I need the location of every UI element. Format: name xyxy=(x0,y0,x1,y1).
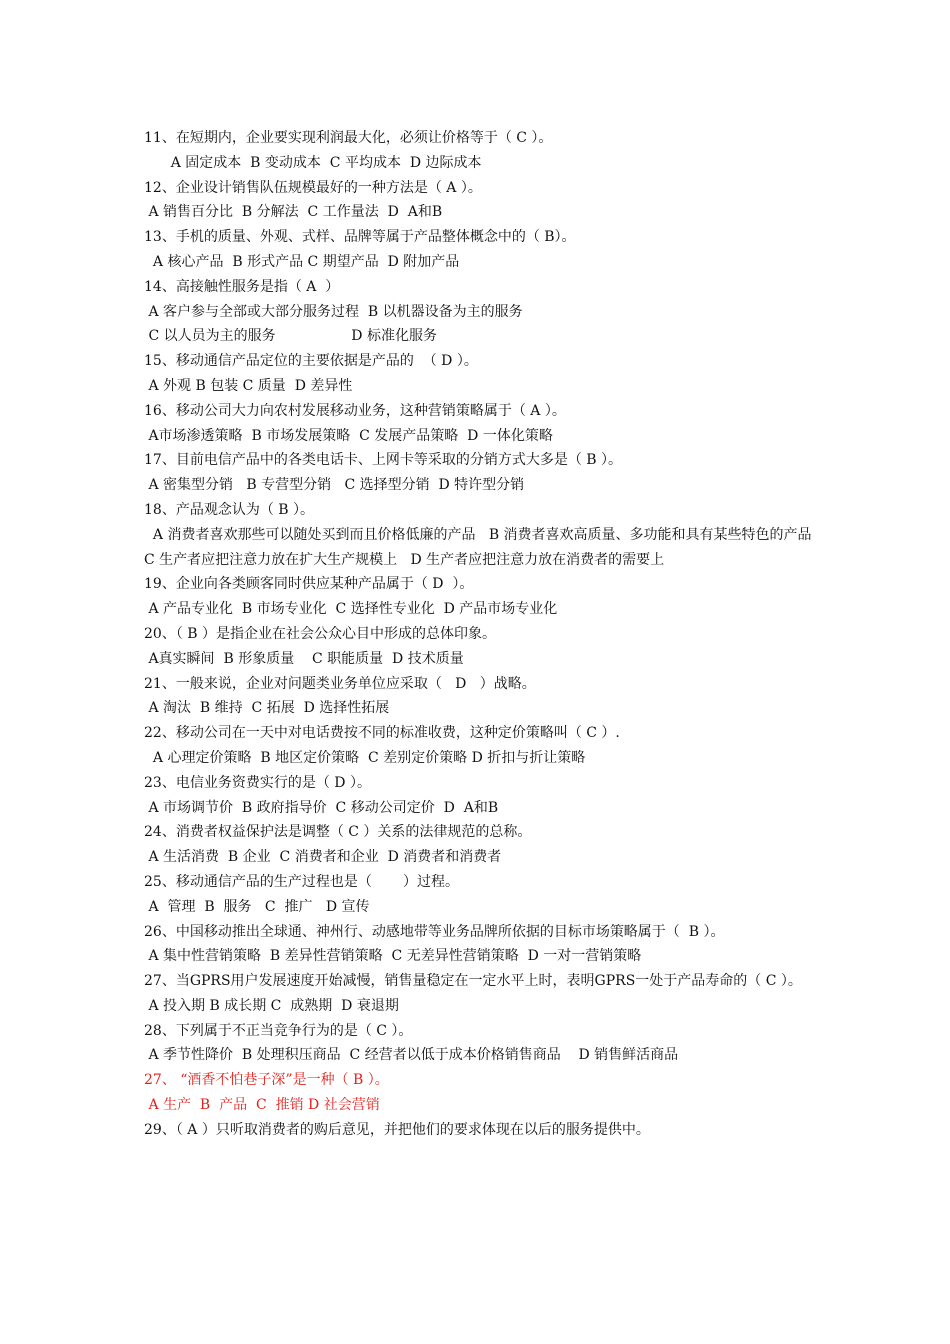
q25-stem: 25、移动通信产品的生产过程也是（ ）过程。 xyxy=(144,873,459,890)
q21-options: A 淘汰 B 维持 C 拓展 D 选择性拓展 xyxy=(144,700,390,717)
q23-options: A 市场调节价 B 政府指导价 C 移动公司定价 D A和B xyxy=(144,799,499,816)
q23-stem: 23、电信业务资费实行的是（ D ）。 xyxy=(144,774,371,791)
q24-options: A 生活消费 B 企业 C 消费者和企业 D 消费者和消费者 xyxy=(144,849,502,866)
q24-stem: 24、消费者权益保护法是调整（ C ）关系的法律规范的总称。 xyxy=(144,824,532,841)
q11-options: A 固定成本 B 变动成本 C 平均成本 D 边际成本 xyxy=(144,154,482,171)
q14-options-cd: C 以人员为主的服务 D 标准化服务 xyxy=(144,328,437,345)
q22-options: A 心理定价策略 B 地区定价策略 C 差别定价策略 D 折扣与折让策略 xyxy=(144,749,586,766)
q28-stem: 28、下列属于不正当竞争行为的是（ C ）。 xyxy=(144,1022,413,1039)
q18-options: A 消费者喜欢那些可以随处买到而且价格低廉的产品 B 消费者喜欢高质量、多功能和具有某些特色的产品 C 生产者应把注意力放在扩大生产规模上 D 生产者应把注意力放在消费者的需要上 xyxy=(144,526,834,568)
highlighted-question-stem: 27、 “酒香不怕巷子深”是一种（ B ）。 xyxy=(144,1072,389,1089)
q20-options: A真实瞬间 B 形象质量 C 职能质量 D 技术质量 xyxy=(144,650,464,667)
q28-options: A 季节性降价 B 处理积压商品 C 经营者以低于成本价格销售商品 D 销售鲜活商品 xyxy=(144,1047,679,1064)
q20-stem: 20、（ B ）是指企业在社会公众心目中形成的总体印象。 xyxy=(144,625,497,642)
q26-options: A 集中性营销策略 B 差异性营销策略 C 无差异性营销策略 D 一对一营销策略 xyxy=(144,948,642,965)
q27-stem: 27、当GPRS用户发展速度开始减慢，销售量稳定在一定水平上时，表明GPRS一处于产品寿命的（ C ）。 xyxy=(144,973,802,990)
q15-stem: 15、移动通信产品定位的主要依据是产品的 （ D ）。 xyxy=(144,353,478,370)
q17-stem: 17、目前电信产品中的各类电话卡、上网卡等采取的分销方式大多是（ B ）。 xyxy=(144,452,623,469)
q22-stem: 22、移动公司在一天中对电话费按不同的标准收费，这种定价策略叫（ C ）. xyxy=(144,725,620,742)
q27-options: A 投入期 B 成长期 C 成熟期 D 衰退期 xyxy=(144,997,399,1014)
q25-options: A 管理 B 服务 C 推广 D 宣传 xyxy=(144,898,370,915)
q29-stem: 29、（ A ）只听取消费者的购后意见，并把他们的要求体现在以后的服务提供中。 xyxy=(144,1121,650,1138)
q18-stem: 18、产品观念认为（ B ）。 xyxy=(144,501,315,518)
q12-options: A 销售百分比 B 分解法 C 工作量法 D A和B xyxy=(144,204,443,221)
q21-stem: 21、一般来说，企业对问题类业务单位应采取（ D ）战略。 xyxy=(144,675,536,692)
q11-stem: 11、在短期内，企业要实现利润最大化，必须让价格等于（ C ）。 xyxy=(144,130,553,146)
q19-options: A 产品专业化 B 市场专业化 C 选择性专业化 D 产品市场专业化 xyxy=(144,601,558,618)
q16-stem: 16、移动公司大力向农村发展移动业务，这种营销策略属于（ A ）。 xyxy=(144,402,566,419)
q13-options: A 核心产品 B 形式产品 C 期望产品 D 附加产品 xyxy=(144,253,460,270)
q14-options-ab: A 客户参与全部或大部分服务过程 B 以机器设备为主的服务 xyxy=(144,303,523,320)
q17-options: A 密集型分销 B 专营型分销 C 选择型分销 D 特许型分销 xyxy=(144,477,525,494)
q14-stem: 14、高接触性服务是指（ A ） xyxy=(144,278,340,295)
document-page xyxy=(144,126,834,1143)
highlighted-question-options: A 生产 B 产品 C 推销 D 社会营销 xyxy=(144,1097,380,1114)
q26-stem: 26、中国移动推出全球通、神州行、动感地带等业务品牌所依据的目标市场策略属于（ B ）。 xyxy=(144,923,725,940)
q16-options: A市场渗透策略 B 市场发展策略 C 发展产品策略 D 一体化策略 xyxy=(144,427,553,444)
q15-options: A 外观 B 包装 C 质量 D 差异性 xyxy=(144,377,353,394)
q19-stem: 19、企业向各类顾客同时供应某种产品属于（ D ）。 xyxy=(144,576,474,593)
q12-stem: 12、企业设计销售队伍规模最好的一种方法是（ A ）。 xyxy=(144,179,482,196)
q13-stem: 13、手机的质量、外观、式样、品牌等属于产品整体概念中的（ B）。 xyxy=(144,229,576,246)
